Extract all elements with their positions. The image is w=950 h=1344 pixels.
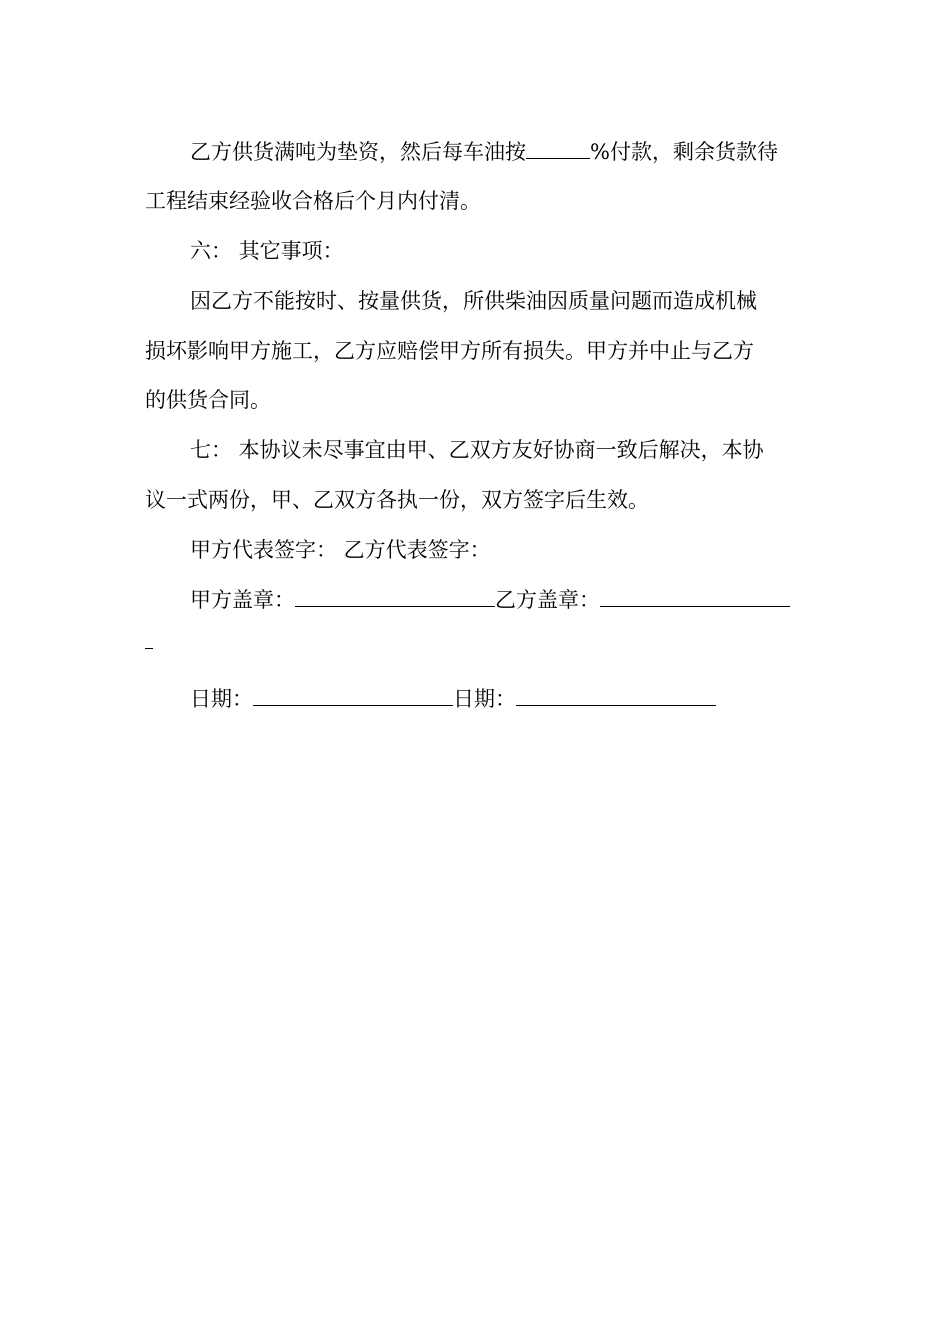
representative-signature-line: 甲方代表签字： 乙方代表签字：: [190, 538, 491, 562]
payment-line-2: 工程结束经验收合格后个月内付清。: [145, 189, 481, 213]
party-b-date-label: 日期：: [453, 687, 516, 711]
date-line: [190, 685, 860, 713]
section-6-line-1: 因乙方不能按时、按量供货，所供柴油因质量问题而造成机械: [190, 289, 757, 313]
party-a-seal-blank[interactable]: [295, 588, 495, 607]
party-b-date-blank[interactable]: [516, 687, 716, 706]
section-7-line-2: 议一式两份，甲、乙双方各执一份，双方签字后生效。: [145, 488, 649, 512]
section-6-line-3: 的供货合同。: [145, 388, 271, 412]
section-6-line-2: 损坏影响甲方施工，乙方应赔偿甲方所有损失。甲方并中止与乙方: [145, 339, 754, 363]
payment-text-b: %付款，剩余货款待: [590, 140, 778, 164]
payment-text-a: 乙方供货满吨为垫资，然后每车油按: [190, 140, 526, 164]
seal-line: [190, 586, 860, 614]
percent-blank[interactable]: [526, 140, 590, 159]
section-7-line-1: 七： 本协议未尽事宜由甲、乙双方友好协商一致后解决，本协: [190, 438, 764, 462]
seal-blank-overflow-mark: [145, 648, 153, 649]
party-a-date-blank[interactable]: [253, 687, 453, 706]
payment-line-1: [190, 138, 860, 166]
section-6-heading: 六： 其它事项：: [190, 239, 344, 263]
party-a-seal-label: 甲方盖章：: [190, 588, 295, 612]
party-a-date-label: 日期：: [190, 687, 253, 711]
party-b-seal-label: 乙方盖章：: [495, 588, 600, 612]
party-b-seal-blank[interactable]: [600, 588, 790, 607]
